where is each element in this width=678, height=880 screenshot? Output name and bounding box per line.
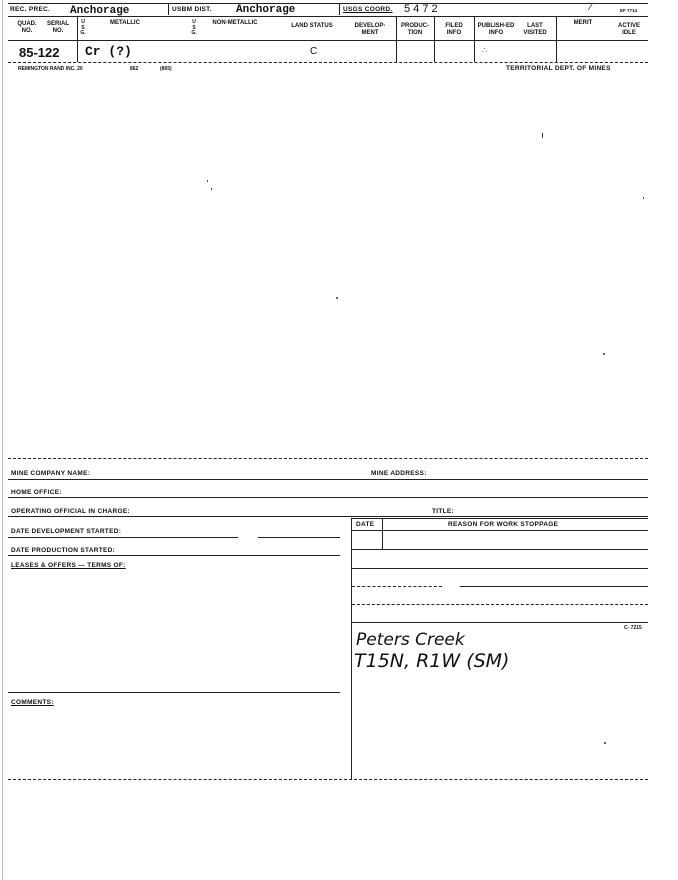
column-header-line: [8, 40, 648, 41]
mine-address-label: MINE ADDRESS:: [371, 470, 427, 477]
comments-label: COMMENTS:: [11, 699, 54, 706]
metallic-value: Cr (?): [85, 44, 132, 59]
right-column-border: [351, 518, 352, 780]
usbm-dist-value: Anchorage: [236, 4, 296, 16]
col-serial-no: SERIAL NO.: [46, 21, 69, 34]
col-non-metallic: NON-METALLIC: [212, 20, 258, 26]
header-line: [8, 16, 648, 17]
serial-number: 85-122: [19, 45, 60, 60]
operating-official-label: OPERATING OFFICIAL IN CHARGE:: [11, 508, 130, 515]
rec-prec-label: REC. PREC.: [10, 6, 51, 13]
stoppage-date-header: DATE: [356, 521, 375, 528]
printer-code-3: (865): [160, 66, 172, 72]
stoppage-row-3: [352, 586, 442, 587]
form-number: EF 7714: [620, 8, 638, 13]
department-name: TERRITORIAL DEPT. OF MINES: [506, 65, 611, 72]
leases-label: LEASES & OFFERS — TERMS OF:: [11, 562, 126, 569]
stoppage-row-5: [352, 622, 648, 623]
col-filed-info: FILED INFO: [445, 23, 463, 36]
line-official-2: [352, 518, 648, 519]
usbm-dist-label: USBM DIST.: [172, 6, 212, 13]
bottom-line: [8, 779, 648, 780]
col-last-visited: LAST VISITED: [523, 23, 547, 36]
stoppage-row-3b: [460, 586, 648, 587]
col-usg-2: U S G.: [191, 19, 197, 36]
col-merit: MERIT: [573, 20, 593, 26]
handwritten-location: Peters Creek: [356, 630, 465, 650]
title-label: TITLE:: [432, 508, 455, 515]
date-development-label: DATE DEVELOPMENT STARTED:: [11, 528, 122, 535]
usgs-coord-value: 5 4 7 2: [404, 3, 438, 15]
leases-bottom-line: [8, 692, 340, 693]
col-quad-no: QUAD. NO.: [17, 21, 37, 34]
check-mark: ⁄: [590, 2, 592, 13]
col-land-status: LAND STATUS: [291, 23, 333, 29]
stoppage-divider: [382, 518, 383, 550]
scan-speck: [603, 353, 605, 355]
date-production-label: DATE PRODUCTION STARTED:: [11, 547, 116, 554]
line-company: [8, 479, 648, 480]
stoppage-header-line: [352, 530, 648, 531]
col-metallic: METALLIC: [110, 20, 140, 26]
section-line: [8, 458, 648, 459]
stoppage-reason-header: REASON FOR WORK STOPPAGE: [448, 521, 559, 528]
scan-edge: [2, 0, 3, 880]
line-date-production: [8, 555, 340, 556]
printer-code: REMINGTON RAND INC. 20: [18, 66, 83, 72]
line-date-development-2: [258, 537, 340, 538]
line-date-development: [8, 537, 238, 538]
scan-speck: [542, 133, 543, 138]
row-line: [8, 62, 648, 63]
scan-speck: [643, 197, 644, 199]
col-published-info: PUBLISH-ED INFO: [477, 23, 515, 36]
stoppage-row-4: [352, 604, 648, 605]
line-official: [8, 516, 648, 517]
header-divider-1: [168, 3, 169, 15]
line-home-office: [8, 497, 648, 498]
scan-speck: [604, 742, 606, 744]
usgs-coord-label: USGS COORD.: [343, 6, 393, 13]
col-production: PRODUC-TION: [401, 23, 429, 36]
handwritten-township: T15N, R1W (SM): [354, 650, 510, 672]
scan-speck: [336, 297, 338, 299]
mid-code: C- 7215: [624, 625, 642, 631]
col-usg-1: U S G.: [80, 19, 86, 36]
land-status-value: C: [310, 46, 318, 57]
home-office-label: HOME OFFICE:: [11, 489, 62, 496]
top-border: [8, 3, 648, 4]
col-development: DEVELOP-MENT: [354, 23, 386, 36]
rec-prec-value: Anchorage: [70, 5, 130, 17]
header-divider-2: [339, 3, 340, 15]
printer-code-2: 862: [130, 66, 139, 72]
scan-speck: [211, 188, 212, 190]
published-mark: ∴: [482, 46, 488, 55]
stoppage-row-2: [352, 568, 648, 569]
col-active-idle: ACTIVE IDLE: [617, 23, 640, 36]
stoppage-row-1: [352, 549, 648, 550]
scan-speck: [207, 180, 208, 182]
mine-company-name-label: MINE COMPANY NAME:: [11, 470, 91, 477]
